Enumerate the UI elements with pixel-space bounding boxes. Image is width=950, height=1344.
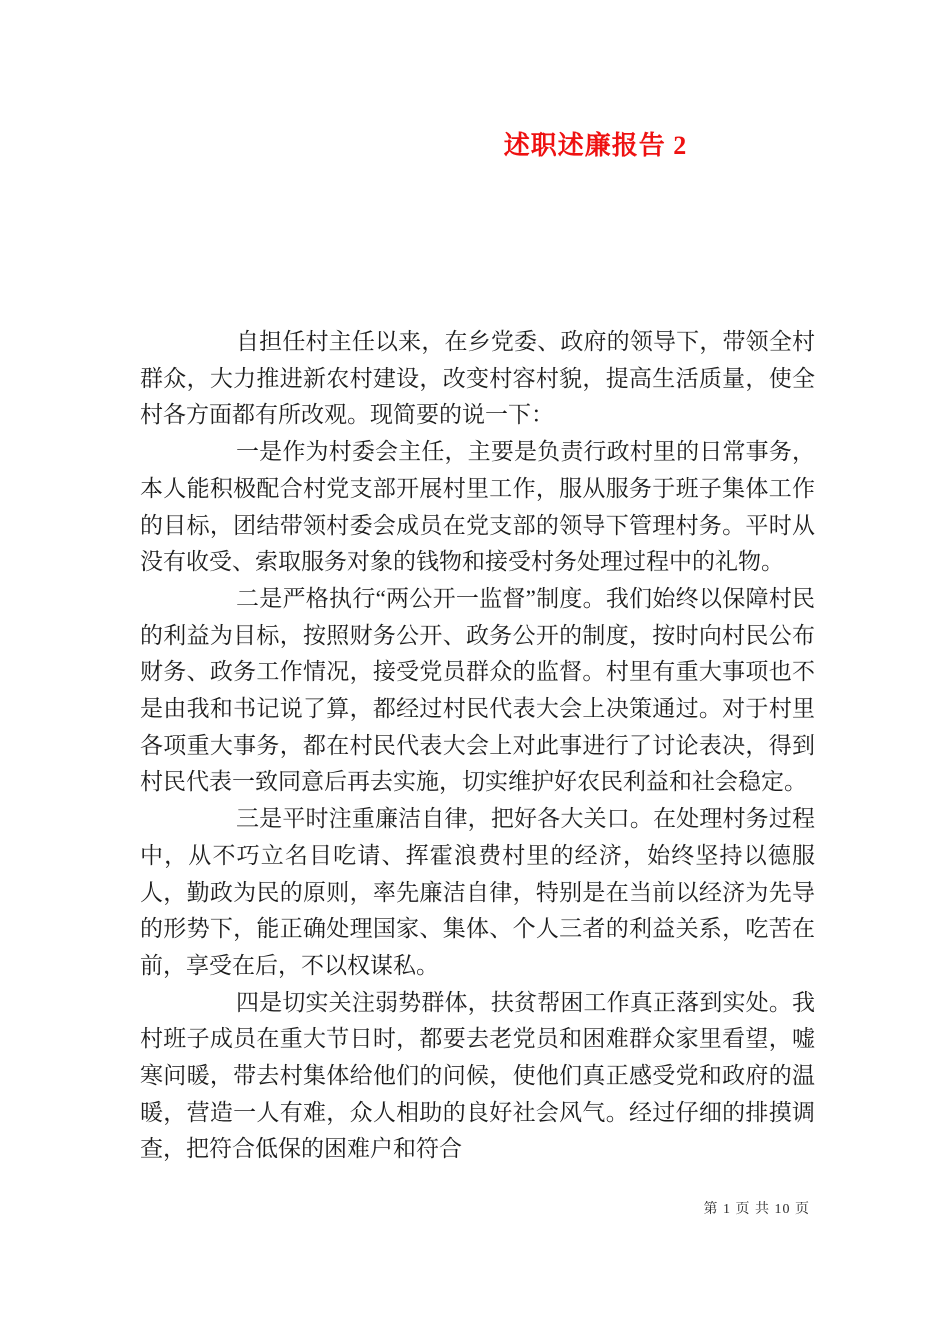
document-body [140,324,815,1168]
paragraph: 三是平时注重廉洁自律，把好各大关口。在处理村务过程中，从不巧立名目吃请、挥霍浪费村里的经济，始终坚持以德服人，勤政为民的原则，率先廉洁自律，特别是在当前以经济为先导的形势下，能正确处理国家、集体、个人三者的利益关系，吃苦在前，享受在后，不以权谋私。 [140,806,815,978]
paragraph: 四是切实关注弱势群体，扶贫帮困工作真正落到实处。我村班子成员在重大节日时，都要去老党员和困难群众家里看望，嘘寒问暖，带去村集体给他们的问候，使他们真正感受党和政府的温暖，营造一人有难，众人相助的良好社会风气。经过仔细的排摸调查，把符合低保的困难户和符合 [140,989,815,1162]
paragraph: 一是作为村委会主任，主要是负责行政村里的日常事务，本人能积极配合村党支部开展村里工作，服从服务于班子集体工作的目标，团结带领村委会成员在党支部的领导下管理村务。平时从没有收受、索取服务对象的钱物和接受村务处理过程中的礼物。 [140,439,815,575]
document-title: 述职述廉报告 2 [503,131,688,160]
page-number-footer: 第 1 页 共 10 页 [703,1202,810,1217]
paragraph: 自担任村主任以来，在乡党委、政府的领导下，带领全村群众，大力推进新农村建设，改变村容村貌，提高生活质量，使全村各方面都有所改观。现简要的说一下： [140,329,815,428]
paragraph: 二是严格执行“两公开一监督”制度。我们始终以保障村民的利益为目标，按照财务公开、政务公开的制度，按时向村民公布财务、政务工作情况，接受党员群众的监督。村里有重大事项也不是由我和书记说了算，都经过村民代表大会上决策通过。对于村里各项重大事务，都在村民代表大会上对此事进行了讨论表决，得到村民代表一致同意后再去实施，切实维护好农民利益和社会稳定。 [140,585,815,795]
